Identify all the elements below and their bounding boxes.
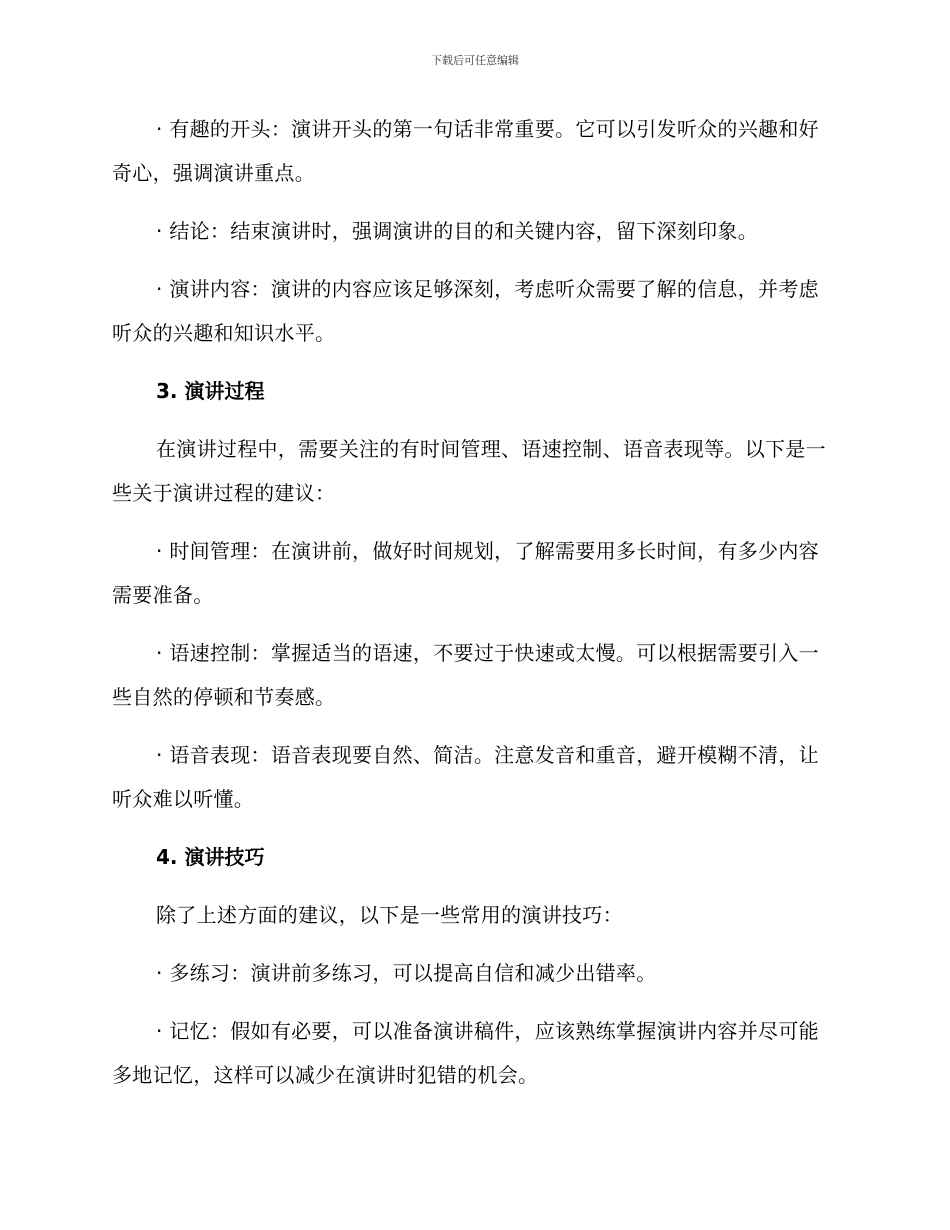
bullet-paragraph-opening: · 有趣的开头：演讲开头的第一句话非常重要。它可以引发听众的兴趣和好奇心，强调演讲重点。 (112, 117, 819, 185)
bullet-paragraph-practice: · 多练习：演讲前多练习，可以提高自信和减少出错率。 (156, 961, 657, 985)
page-header: 下载后可任意编辑 (431, 54, 519, 67)
bullet-paragraph-conclusion: · 结论：结束演讲时，强调演讲的目的和关键内容，留下深刻印象。 (156, 219, 759, 243)
section-heading-skills: 4. 演讲技巧 (156, 845, 265, 869)
bullet-paragraph-time-management: · 时间管理：在演讲前，做好时间规划，了解需要用多长时间，有多少内容需要准备。 (112, 539, 819, 607)
bullet-paragraph-memory: · 记忆：假如有必要，可以准备演讲稿件，应该熟练掌握演讲内容并尽可能多地记忆，这样可以减少在演讲时犯错的机会。 (112, 1019, 819, 1087)
bullet-paragraph-voice: · 语音表现：语音表现要自然、简洁。注意发音和重音，避开模糊不清，让听众难以听懂。 (112, 743, 819, 811)
paragraph-process-intro: 在演讲过程中，需要关注的有时间管理、语速控制、语音表现等。以下是一些关于演讲过程的建议： (112, 437, 826, 505)
bullet-paragraph-speed-control: · 语速控制：掌握适当的语速，不要过于快速或太慢。可以根据需要引入一些自然的停顿和节奏感。 (112, 641, 819, 709)
document-body (112, 107, 832, 1111)
paragraph-skills-intro: 除了上述方面的建议，以下是一些常用的演讲技巧： (156, 903, 623, 927)
section-heading-process: 3. 演讲过程 (156, 379, 265, 403)
bullet-paragraph-content: · 演讲内容：演讲的内容应该足够深刻，考虑听众需要了解的信息，并考虑听众的兴趣和知识水平。 (112, 277, 819, 345)
